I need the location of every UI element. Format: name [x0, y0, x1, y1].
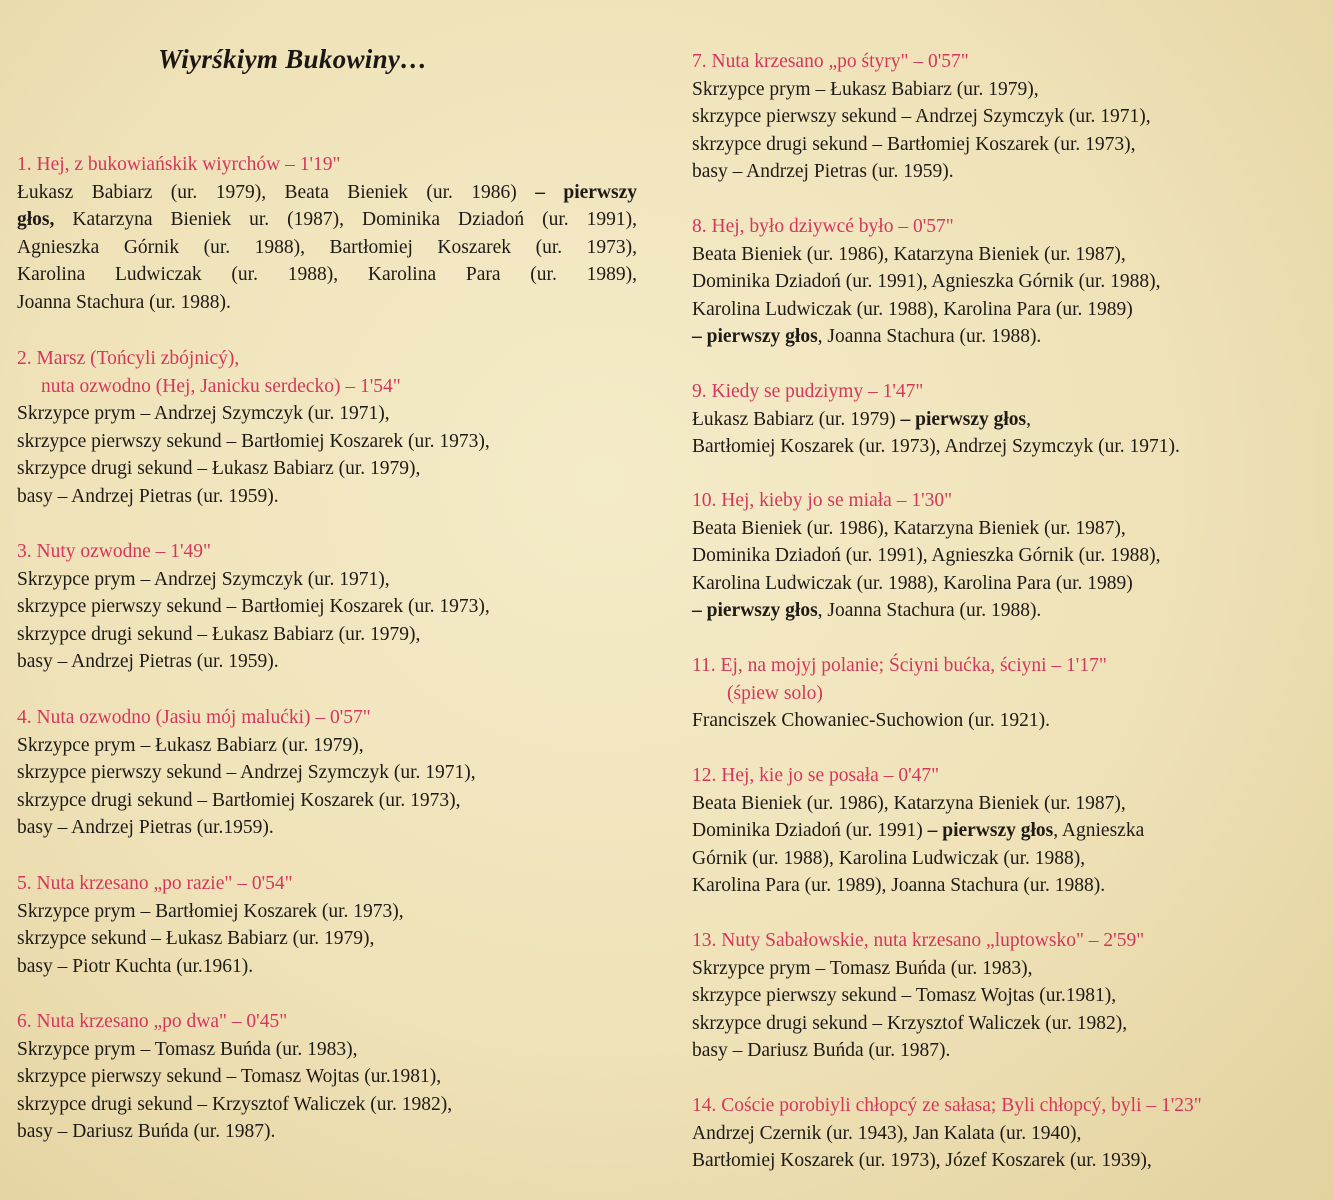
track-13	[692, 927, 1312, 1065]
track-line: basy – Andrzej Pietras (ur. 1959).	[17, 485, 279, 507]
track-heading: 6. Nuta krzesano „po dwa" – 0'45"	[17, 1011, 288, 1032]
track-5	[17, 870, 637, 980]
track-line: skrzypce drugi sekund – Bartłomiej Koszarek (ur. 1973),	[17, 789, 461, 811]
track-line: Bartłomiej Koszarek (ur. 1973), Józef Koszarek (ur. 1939),	[692, 1150, 1152, 1171]
track-heading: 10. Hej, kieby jo se miała – 1'30"	[692, 490, 953, 511]
track-line: Beata Bieniek (ur. 1986), Katarzyna Bieniek (ur. 1987),	[692, 243, 1126, 265]
track-line: skrzypce pierwszy sekund – Bartłomiej Koszarek (ur. 1973),	[17, 596, 490, 617]
track-line: Dominika Dziadoń (ur. 1991), Agnieszka Górnik (ur. 1988),	[692, 271, 1161, 292]
track-line: Łukasz Babiarz (ur. 1979), Beata Bieniek (ur. 1986) – pierwszy	[17, 181, 637, 203]
track-line: skrzypce drugi sekund – Łukasz Babiarz (ur. 1979),	[17, 623, 421, 645]
track-line: skrzypce pierwszy sekund – Tomasz Wojtas (ur.1981),	[17, 1066, 442, 1087]
track-heading-continued: nuta ozwodno (Hej, Janicku serdecko) – 1'54"	[41, 375, 401, 397]
track-line: skrzypce pierwszy sekund – Andrzej Szymczyk (ur. 1971),	[692, 106, 1151, 127]
track-line: skrzypce drugi sekund – Krzysztof Waliczek (ur. 1982),	[17, 1093, 453, 1115]
track-7	[692, 48, 1312, 186]
track-line: skrzypce drugi sekund – Bartłomiej Koszarek (ur. 1973),	[692, 133, 1136, 155]
track-line: Skrzypce prym – Andrzej Szymczyk (ur. 1971),	[17, 568, 390, 590]
track-line: Karolina Ludwiczak (ur. 1988), Karolina Para (ur. 1989)	[692, 298, 1133, 320]
track-12	[692, 762, 1312, 900]
track-heading: 4. Nuta ozwodno (Jasiu mój malućki) – 0'57"	[17, 707, 371, 728]
track-1	[17, 151, 637, 316]
track-2	[17, 345, 637, 510]
track-line: Łukasz Babiarz (ur. 1979) – pierwszy głos,	[692, 408, 1032, 430]
track-line: Bartłomiej Koszarek (ur. 1973), Andrzej Szymczyk (ur. 1971).	[692, 436, 1180, 457]
track-line: Joanna Stachura (ur. 1988).	[17, 291, 231, 313]
track-8	[692, 213, 1312, 351]
track-line: skrzypce pierwszy sekund – Tomasz Wojtas (ur.1981),	[692, 985, 1117, 1006]
track-line: basy – Dariusz Buńda (ur. 1987).	[692, 1040, 951, 1061]
track-line: Skrzypce prym – Łukasz Babiarz (ur. 1979),	[692, 78, 1039, 100]
track-line: basy – Andrzej Pietras (ur. 1959).	[17, 651, 279, 672]
track-line: basy – Andrzej Pietras (ur. 1959).	[692, 161, 954, 182]
track-line: Beata Bieniek (ur. 1986), Katarzyna Bieniek (ur. 1987),	[692, 792, 1126, 814]
track-heading: 8. Hej, było dziywcé było – 0'57"	[692, 216, 954, 237]
track-line: Górnik (ur. 1988), Karolina Ludwiczak (ur. 1988),	[692, 847, 1086, 869]
track-heading: 9. Kiedy se pudziymy – 1'47"	[692, 381, 924, 402]
track-heading: 11. Ej, na mojyj polanie; Ściyni bućka, ściyni – 1'17"	[692, 655, 1107, 676]
track-10	[692, 487, 1312, 625]
track-line: skrzypce drugi sekund – Krzysztof Waliczek (ur. 1982),	[692, 1012, 1128, 1034]
track-heading: 2. Marsz (Tońcyli zbójnicý),	[17, 348, 240, 369]
track-line: skrzypce drugi sekund – Łukasz Babiarz (ur. 1979),	[17, 458, 421, 479]
track-line: basy – Dariusz Buńda (ur. 1987).	[17, 1121, 276, 1142]
track-3	[17, 538, 637, 676]
page-title: Wiyrśkiym Bukowiny…	[158, 44, 428, 74]
track-line: skrzypce sekund – Łukasz Babiarz (ur. 1979),	[17, 928, 375, 949]
track-line: Skrzypce prym – Andrzej Szymczyk (ur. 1971),	[17, 403, 390, 424]
track-4	[17, 704, 637, 842]
track-line: Andrzej Czernik (ur. 1943), Jan Kalata (ur. 1940),	[692, 1122, 1082, 1144]
track-14	[692, 1092, 1312, 1175]
track-line: basy – Andrzej Pietras (ur.1959).	[17, 817, 274, 838]
track-heading: 1. Hej, z bukowiańskik wiyrchów – 1'19"	[17, 154, 341, 175]
track-heading: 5. Nuta krzesano „po razie" – 0'54"	[17, 873, 293, 894]
track-line: głos, Katarzyna Bieniek ur. (1987), Dominika Dziadoń (ur. 1991),	[17, 209, 637, 230]
track-line: Dominika Dziadoń (ur. 1991) – pierwszy głos, Agnieszka	[692, 820, 1145, 841]
track-line: – pierwszy głos, Joanna Stachura (ur. 1988).	[692, 600, 1042, 621]
track-heading: 3. Nuty ozwodne – 1'49"	[17, 541, 211, 562]
track-heading: 14. Coście porobiyli chłopcý ze sałasa; Byli chłopcý, byli – 1'23"	[692, 1095, 1202, 1116]
track-heading: 7. Nuta krzesano „po śtyry" – 0'57"	[692, 51, 969, 72]
track-line: skrzypce pierwszy sekund – Bartłomiej Koszarek (ur. 1973),	[17, 430, 490, 452]
track-9	[692, 378, 1312, 461]
track-line: Franciszek Chowaniec-Suchowion (ur. 1921).	[692, 710, 1050, 731]
track-line: Skrzypce prym – Łukasz Babiarz (ur. 1979),	[17, 734, 364, 756]
track-line: Karolina Para (ur. 1989), Joanna Stachura (ur. 1988).	[692, 875, 1106, 896]
track-11	[692, 652, 1312, 735]
track-line: Skrzypce prym – Tomasz Buńda (ur. 1983),	[692, 957, 1033, 979]
track-6	[17, 1008, 637, 1146]
track-heading-continued: (śpiew solo)	[727, 682, 823, 704]
track-line: Karolina Ludwiczak (ur. 1988), Karolina Para (ur. 1989)	[692, 572, 1133, 594]
track-heading: 12. Hej, kie jo se posała – 0'47"	[692, 765, 940, 786]
track-line: – pierwszy głos, Joanna Stachura (ur. 1988).	[692, 326, 1042, 347]
track-heading: 13. Nuty Sabałowskie, nuta krzesano „luptowsko" – 2'59"	[692, 930, 1145, 951]
track-line: Dominika Dziadoń (ur. 1991), Agnieszka Górnik (ur. 1988),	[692, 545, 1161, 566]
track-line: Agnieszka Górnik (ur. 1988), Bartłomiej Koszarek (ur. 1973),	[17, 236, 637, 258]
track-line: basy – Piotr Kuchta (ur.1961).	[17, 955, 254, 977]
track-line: Skrzypce prym – Bartłomiej Koszarek (ur. 1973),	[17, 900, 404, 922]
track-line: Karolina Ludwiczak (ur. 1988), Karolina Para (ur. 1989),	[17, 264, 637, 285]
track-line: skrzypce pierwszy sekund – Andrzej Szymczyk (ur. 1971),	[17, 762, 476, 783]
track-line: Skrzypce prym – Tomasz Buńda (ur. 1983),	[17, 1038, 358, 1060]
track-line: Beata Bieniek (ur. 1986), Katarzyna Bieniek (ur. 1987),	[692, 517, 1126, 539]
